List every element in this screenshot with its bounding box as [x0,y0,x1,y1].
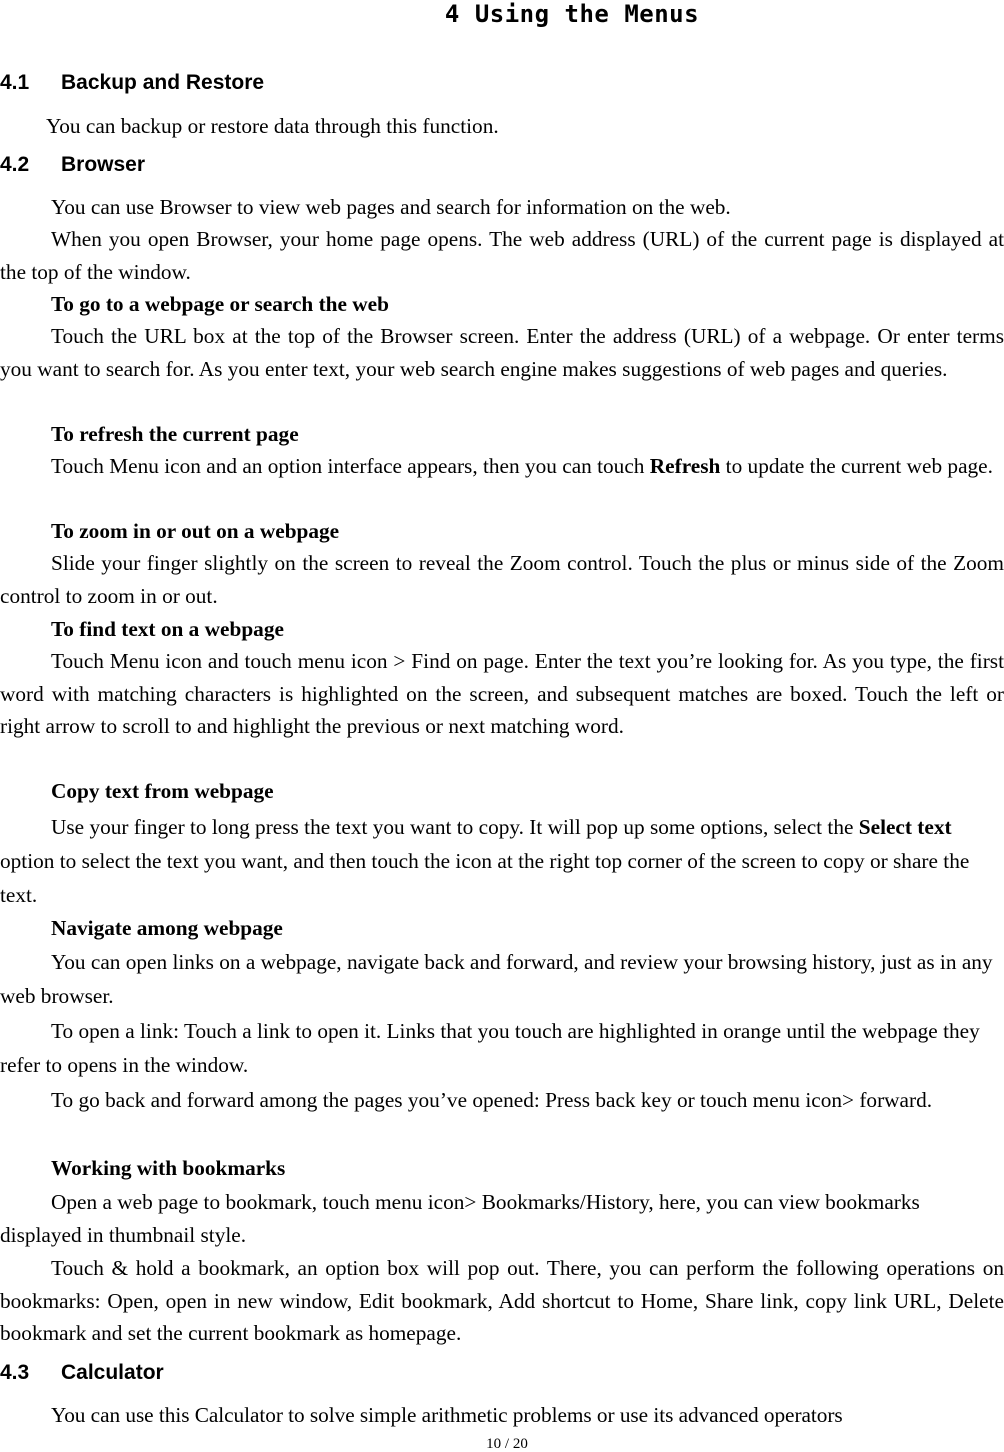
paragraph: When you open Browser, your home page opens. The web address (URL) of the current page is displayed at the top of the window. [0,227,1004,284]
text-run: option to select the text you want, and then touch the icon at the right top corner of the screen to copy or share the text. [0,849,970,907]
paragraph: You can open links on a webpage, navigate back and forward, and review your browsing history, just as in any web browser. [0,950,993,1008]
subheading-zoom: To zoom in or out on a webpage [51,519,340,543]
section-title: Backup and Restore [61,71,265,94]
paragraph-refresh [0,450,1004,483]
paragraph: Slide your finger slightly on the screen to reveal the Zoom control. Touch the plus or minus side of the Zoom control to zoom in or out. [0,551,1004,608]
section-heading-backup [0,70,264,96]
page-number: 10 / 20 [486,1436,528,1452]
text-run: Use your finger to long press the text you want to copy. It will pop up some options, select the [51,815,859,839]
section-number: 4.3 [0,1361,30,1384]
section-number: 4.1 [0,71,30,94]
paragraph: Touch the URL box at the top of the Browser screen. Enter the address (URL) of a webpage. Or enter terms you want to search for. As you enter text, your web search engine makes suggestions of web pages and queries. [0,324,1004,381]
chapter-title: 4 Using the Menus [444,0,700,28]
section-heading-calculator [0,1360,164,1386]
paragraph-copy [0,810,1004,912]
section-heading-browser [0,152,145,178]
subheading-goto: To go to a webpage or search the web [51,292,389,316]
paragraph: You can use this Calculator to solve simple arithmetic problems or use its advanced operators [51,1403,843,1427]
text-run: to update the current web page. [720,454,993,478]
subheading-bookmarks: Working with bookmarks [51,1156,286,1180]
bold-term: Refresh [649,454,721,478]
subheading-refresh: To refresh the current page [51,422,299,446]
subheading-find: To find text on a webpage [51,617,284,641]
bold-term: Select text [858,815,952,839]
section-number: 4.2 [0,153,30,176]
section-title: Browser [61,153,146,176]
paragraph: You can backup or restore data through this function. [46,114,499,138]
subheading-navigate: Navigate among webpage [51,916,283,940]
paragraph: Open a web page to bookmark, touch menu icon> Bookmarks/History, here, you can view bookmarks displayed in thumbnail style. [0,1190,920,1247]
paragraph: You can use Browser to view web pages and search for information on the web. [51,195,731,219]
subheading-copy: Copy text from webpage [51,779,274,803]
paragraph: Touch Menu icon and touch menu icon > Find on page. Enter the text you’re looking for. As you type, the first word with matching characters is highlighted on the screen, and subsequent matches are boxed. Touch the left or right arrow to scroll to and highlight the previous or next matching word. [0,649,1004,738]
paragraph: To open a link: Touch a link to open it. Links that you touch are highlighted in orange until the webpage they refer to opens in the window. [0,1019,980,1077]
text-run: Touch Menu icon and an option interface appears, then you can touch [51,454,650,478]
paragraph: To go back and forward among the pages you’ve opened: Press back key or touch menu icon> forward. [51,1088,933,1112]
paragraph: Touch & hold a bookmark, an option box will pop out. There, you can perform the following operations on bookmarks: Open, open in new window, Edit bookmark, Add shortcut to Home, Share link, copy link URL, Delete bookmark and set the current bookmark as homepage. [0,1256,1004,1345]
section-title: Calculator [61,1361,164,1384]
